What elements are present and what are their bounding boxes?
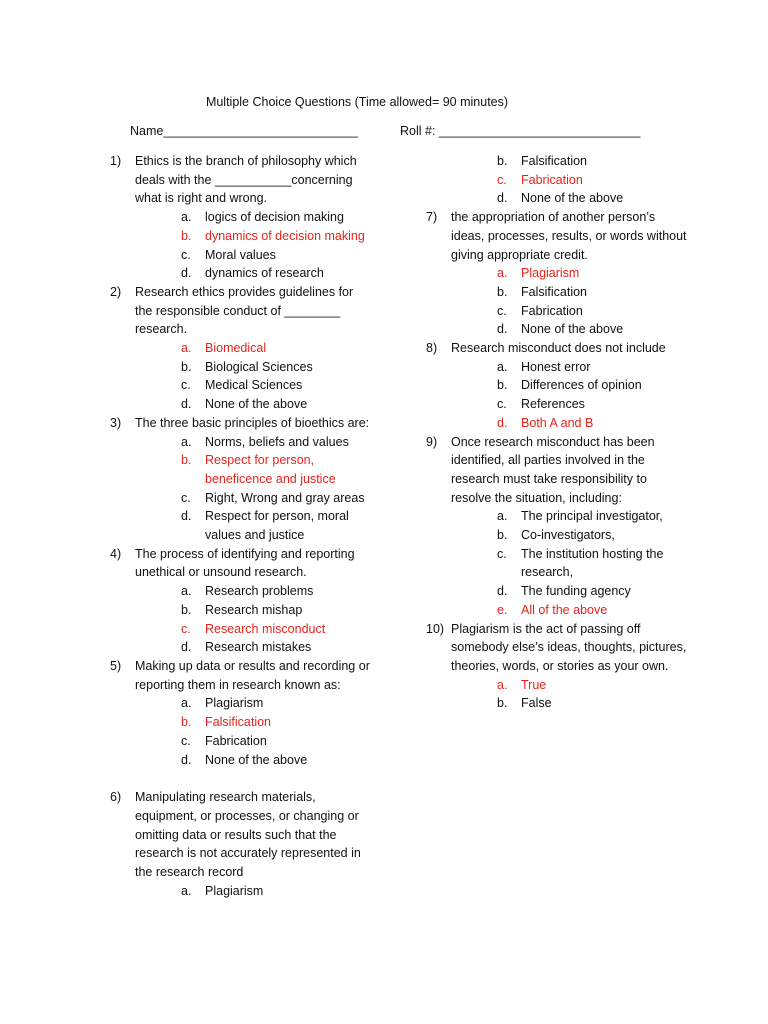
option-text: The principal investigator,	[521, 509, 663, 524]
option-correct-answer	[451, 414, 688, 433]
option-text: dynamics of research	[205, 266, 324, 281]
option-list	[451, 676, 688, 713]
option-letter: d.	[181, 397, 192, 412]
option-letter: a.	[181, 434, 192, 449]
left-column	[110, 152, 372, 900]
option	[135, 489, 372, 508]
option	[135, 264, 372, 283]
option-text: Falsification	[521, 284, 587, 299]
option-text: Research misconduct	[205, 621, 326, 636]
question-number: 4)	[110, 546, 122, 561]
option-text: Fabrication	[205, 733, 267, 748]
option	[451, 320, 688, 339]
question-text: The three basic principles of bioethics are:	[135, 415, 370, 430]
option	[135, 358, 372, 377]
question-10	[426, 620, 688, 714]
question-8	[426, 339, 688, 433]
option	[451, 582, 688, 601]
option	[135, 601, 372, 620]
option-text: Moral values	[205, 247, 276, 262]
option-letter: c.	[181, 490, 191, 505]
option-letter: b.	[497, 528, 508, 543]
option-letter: b.	[181, 715, 192, 730]
option-text: Fabrication	[521, 172, 583, 187]
option-list	[451, 507, 688, 619]
option	[135, 395, 372, 414]
question-number: 7)	[426, 210, 438, 225]
option-letter: c.	[181, 247, 191, 262]
option-letter: c.	[181, 378, 191, 393]
option-list	[135, 339, 372, 414]
option-text: Respect for person, beneficence and justice	[205, 453, 336, 486]
option-letter: a.	[181, 883, 192, 898]
question-text: Research ethics provides guidelines for the responsible conduct of ________ research.	[135, 284, 354, 337]
question-text: Research misconduct does not include	[451, 341, 666, 356]
option-letter: b.	[181, 602, 192, 617]
option-letter: a.	[181, 341, 192, 356]
option-letter: a.	[497, 677, 508, 692]
question-number: 5)	[110, 658, 122, 673]
option-letter: d.	[497, 322, 508, 337]
option-text: Norms, beliefs and values	[205, 434, 349, 449]
option	[135, 507, 372, 544]
option-text: dynamics of decision making	[205, 228, 365, 243]
option-letter: b.	[181, 453, 192, 468]
option-text: Biological Sciences	[205, 359, 313, 374]
name-field-line: Name____________________________	[130, 124, 358, 138]
option	[135, 694, 372, 713]
option-correct-answer	[135, 451, 372, 488]
option	[451, 376, 688, 395]
option-text: Biomedical	[205, 341, 267, 356]
option	[135, 882, 372, 901]
question-6-continued	[426, 152, 688, 208]
question-1	[110, 152, 372, 283]
option	[451, 395, 688, 414]
option-letter: b.	[497, 696, 508, 711]
option-letter: c.	[497, 303, 507, 318]
question-text: Plagiarism is the act of passing off somebody else’s ideas, thoughts, pictures, theories, words, or stories as your own.	[451, 621, 687, 673]
question-text: Manipulating research materials, equipment, or processes, or changing or omitting data or results such that the research is not accurately represented in the research record	[135, 790, 361, 880]
option	[451, 283, 688, 302]
option-text: Both A and B	[521, 415, 594, 430]
option-correct-answer	[451, 676, 688, 695]
option-text: Plagiarism	[205, 883, 264, 898]
option-text: None of the above	[521, 191, 624, 206]
option-text: Research mishap	[205, 602, 303, 617]
option-text: Differences of opinion	[521, 378, 642, 393]
option	[135, 751, 372, 770]
option-list	[451, 264, 688, 339]
option	[135, 376, 372, 395]
option	[451, 358, 688, 377]
option-text: Co-investigators,	[521, 528, 615, 543]
option-list	[451, 152, 688, 208]
option-letter: a.	[497, 266, 508, 281]
option-text: Respect for person, moral values and justice	[205, 509, 349, 543]
option-text: Medical Sciences	[205, 378, 303, 393]
option-text: None of the above	[205, 752, 308, 767]
option-text: Fabrication	[521, 303, 583, 318]
question-2	[110, 283, 372, 414]
spacer	[110, 769, 372, 788]
option-list	[135, 208, 372, 283]
option-letter: c.	[181, 621, 191, 636]
option-text: Falsification	[521, 154, 587, 168]
option-letter: c.	[181, 733, 191, 748]
question-text: Once research misconduct has been identified, all parties involved in the research must take responsibility to resolve the situation, including:	[451, 434, 655, 505]
option-text: None of the above	[521, 322, 624, 337]
option-correct-answer	[135, 227, 372, 246]
question-4	[110, 545, 372, 657]
option-letter: d.	[497, 584, 508, 599]
option	[451, 302, 688, 321]
option	[451, 189, 688, 208]
option-correct-answer	[135, 339, 372, 358]
option-text: None of the above	[205, 397, 308, 412]
option-letter: d.	[181, 266, 192, 281]
option-letter: c.	[497, 546, 507, 561]
option-text: The institution hosting the research,	[521, 546, 664, 580]
option-correct-answer	[135, 620, 372, 639]
option-text: Right, Wrong and gray areas	[205, 490, 365, 505]
option-text: Honest error	[521, 359, 591, 374]
option-text: Research mistakes	[205, 640, 312, 655]
option-text: True	[521, 677, 547, 692]
option-text: Falsification	[205, 715, 271, 730]
option	[135, 732, 372, 751]
option-letter: d.	[181, 509, 192, 524]
question-number: 8)	[426, 341, 438, 356]
option-letter: b.	[181, 359, 192, 374]
option-text: Research problems	[205, 584, 314, 599]
question-9	[426, 433, 688, 620]
question-number: 2)	[110, 284, 122, 299]
roll-number-field-line: Roll #: _____________________________	[400, 124, 641, 138]
option-letter: a.	[181, 696, 192, 711]
option-correct-answer	[451, 264, 688, 283]
option	[451, 545, 688, 582]
question-3	[110, 414, 372, 545]
option-letter: b.	[181, 228, 192, 243]
option-letter: d.	[181, 640, 192, 655]
option	[451, 152, 688, 171]
option-letter: b.	[497, 378, 508, 393]
page-title: Multiple Choice Questions (Time allowed= 90 minutes)	[205, 95, 509, 109]
option	[451, 526, 688, 545]
option-text: Plagiarism	[205, 696, 264, 711]
question-5	[110, 657, 372, 769]
option-letter: d.	[497, 191, 508, 206]
option-list	[135, 882, 372, 901]
option-text: Plagiarism	[521, 266, 580, 281]
option-letter: c.	[497, 172, 507, 187]
question-number: 10)	[426, 621, 445, 636]
question-text: the appropriation of another person’s ideas, processes, results, or words without giving appropriate credit.	[451, 210, 687, 262]
option-letter: a.	[497, 509, 508, 524]
option-letter: c.	[497, 397, 507, 412]
question-7	[426, 208, 688, 339]
option-letter: b.	[497, 284, 508, 299]
question-text: Ethics is the branch of philosophy which deals with the ___________concerning what is right and wrong.	[135, 154, 357, 206]
option	[135, 638, 372, 657]
option-text: References	[521, 397, 585, 412]
option-list	[135, 694, 372, 769]
option	[135, 433, 372, 452]
option	[451, 694, 688, 713]
option	[135, 208, 372, 227]
option	[451, 507, 688, 526]
option-text: All of the above	[521, 602, 608, 617]
question-number: 3)	[110, 415, 122, 430]
option-letter: d.	[497, 415, 508, 430]
option-list	[135, 582, 372, 657]
option-letter: d.	[181, 752, 192, 767]
right-column	[426, 152, 688, 713]
option-letter: a.	[497, 359, 508, 374]
option-letter: b.	[497, 154, 508, 168]
option-text: The funding agency	[521, 584, 631, 599]
option-correct-answer	[451, 601, 688, 620]
option-letter: a.	[181, 210, 192, 225]
option-letter: a.	[181, 584, 192, 599]
option-letter: e.	[497, 602, 508, 617]
question-number: 6)	[110, 790, 122, 805]
question-6	[110, 788, 372, 900]
question-text: The process of identifying and reporting unethical or unsound research.	[135, 546, 355, 580]
option-text: False	[521, 696, 552, 711]
option-correct-answer	[451, 171, 688, 190]
option	[135, 246, 372, 265]
question-number: 9)	[426, 434, 438, 449]
option-list	[135, 433, 372, 545]
option	[135, 582, 372, 601]
question-number: 1)	[110, 154, 122, 168]
question-text: Making up data or results and recording or reporting them in research known as:	[135, 658, 370, 692]
option-text: logics of decision making	[205, 210, 344, 225]
option-correct-answer	[135, 713, 372, 732]
option-list	[451, 358, 688, 433]
